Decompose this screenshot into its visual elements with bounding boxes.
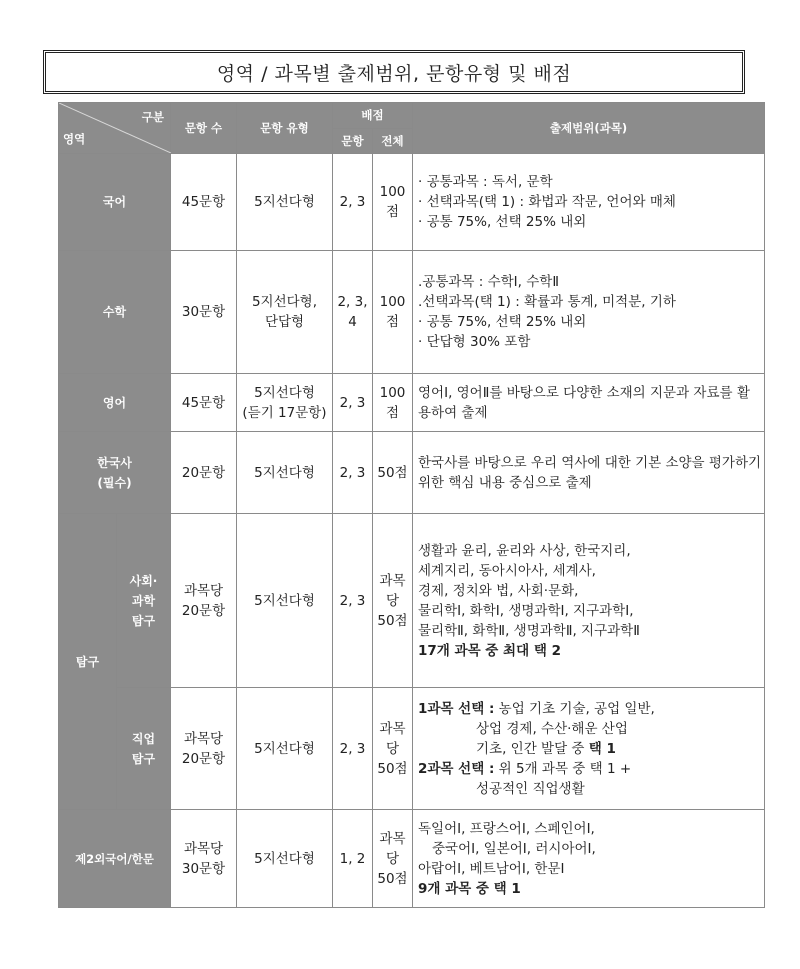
count-line: 과목당 xyxy=(183,730,224,747)
scope-line: 아랍어Ⅰ, 베트남어Ⅰ, 한문Ⅰ xyxy=(418,860,565,877)
scope-line: 생활과 윤리, 윤리와 사상, 한국지리, xyxy=(418,542,631,559)
area-line: 한국사 xyxy=(97,455,132,470)
sub-area-line: 과학 xyxy=(131,593,156,608)
count-cell xyxy=(171,688,237,810)
table-row-social-science xyxy=(59,514,765,688)
scope-line: 물리학Ⅱ, 화학Ⅱ, 생명과학Ⅱ, 지구과학Ⅱ xyxy=(418,622,640,639)
area-foreign: 제2외국어/한문 xyxy=(59,810,171,908)
sub-area-line: 탐구 xyxy=(131,751,156,766)
table-row-vocational xyxy=(59,688,765,810)
count-line: 과목당 xyxy=(183,582,224,599)
score-total-cell xyxy=(373,514,413,688)
scope-line: 독일어Ⅰ, 프랑스어Ⅰ, 스페인어Ⅰ, xyxy=(418,820,595,837)
count-line: 과목당 xyxy=(183,840,224,857)
option-one-label: 1과목 선택 : xyxy=(418,700,495,717)
header-count: 문항 수 xyxy=(171,103,237,154)
score-total-cell xyxy=(373,688,413,810)
header-corner xyxy=(59,103,171,154)
scope-line: .선택과목(택 1) : 확률과 통계, 미적분, 기하 xyxy=(418,294,676,310)
type-cell: 5지선다형 xyxy=(237,688,333,810)
score-item-cell: 2, 3 xyxy=(333,688,373,810)
option-one-bold: 택 1 xyxy=(588,740,616,757)
type-line: 5지선다형 xyxy=(254,384,315,401)
scope-line: 성공적인 직업생활 xyxy=(476,780,585,797)
table-row-korean xyxy=(59,154,765,251)
sub-area-social xyxy=(117,514,171,688)
score-total-cell xyxy=(373,810,413,908)
header-score-item: 문항 xyxy=(333,128,373,154)
count-cell: 20문항 xyxy=(171,432,237,514)
type-cell xyxy=(237,251,333,374)
area-history xyxy=(59,432,171,514)
scope-line-bold: 9개 과목 중 택 1 xyxy=(418,880,521,897)
type-line: 5지선다형, xyxy=(251,294,318,310)
scope-line: 상업 경제, 수산·해운 산업 xyxy=(476,720,628,737)
exam-scope-table xyxy=(58,102,765,908)
table-row-math xyxy=(59,251,765,374)
header-score-total: 전체 xyxy=(373,128,413,154)
score-total-cell: 100점 xyxy=(373,251,413,374)
score-item-cell: 2, 3 xyxy=(333,432,373,514)
sub-area-line: 탐구 xyxy=(131,613,156,628)
scope-line: 세계지리, 동아시아사, 세계사, xyxy=(418,562,596,579)
page-title: 영역 / 과목별 출제범위, 문항유형 및 배점 xyxy=(43,50,745,94)
score-item-cell: 2, 3 xyxy=(333,374,373,432)
header-area: 영역 xyxy=(63,132,86,146)
type-cell: 5지선다형 xyxy=(237,154,333,251)
count-line: 20문항 xyxy=(181,602,226,619)
type-cell: 5지선다형 xyxy=(237,432,333,514)
sub-area-line: 사회· xyxy=(129,573,158,588)
score-total-cell: 100점 xyxy=(373,374,413,432)
header-scope: 출제범위(과목) xyxy=(413,103,765,154)
total-line: 50점 xyxy=(377,612,408,629)
scope-line: 영어Ⅰ, 영어Ⅱ를 바탕으로 다양한 소재의 지문과 자료를 활용하여 출제 xyxy=(418,384,750,421)
scope-line xyxy=(418,759,762,779)
count-cell: 30문항 xyxy=(171,251,237,374)
score-total-cell: 100점 xyxy=(373,154,413,251)
score-item-cell: 2, 3 xyxy=(333,154,373,251)
scope-line: · 단답형 30% 포함 xyxy=(418,334,531,350)
scope-line: · 공통 75%, 선택 25% 내외 xyxy=(418,214,587,230)
total-line: 과목당 xyxy=(379,830,406,867)
count-line: 20문항 xyxy=(181,750,226,767)
count-line: 30문항 xyxy=(181,860,226,877)
score-item-cell: 2, 3, 4 xyxy=(333,251,373,374)
area-english: 영어 xyxy=(59,374,171,432)
score-total-cell: 50점 xyxy=(373,432,413,514)
table-row-english xyxy=(59,374,765,432)
scope-line: 한국사를 바탕으로 우리 역사에 대한 기본 소양을 평가하기 위한 핵심 내용 중심으로 출제 xyxy=(418,454,762,491)
count-cell xyxy=(171,810,237,908)
scope-line: 물리학Ⅰ, 화학Ⅰ, 생명과학Ⅰ, 지구과학Ⅰ, xyxy=(418,602,634,619)
scope-cell xyxy=(413,251,765,374)
scope-cell xyxy=(413,514,765,688)
area-line: (필수) xyxy=(97,475,132,490)
option-two-text: 위 5개 과목 중 택 1 + xyxy=(494,760,632,777)
scope-cell xyxy=(413,432,765,514)
type-cell: 5지선다형 xyxy=(237,514,333,688)
sub-area-vocational xyxy=(117,688,171,810)
area-inquiry: 탐구 xyxy=(59,514,117,810)
count-cell: 45문항 xyxy=(171,374,237,432)
scope-line xyxy=(418,739,762,759)
scope-cell xyxy=(413,688,765,810)
score-item-cell: 1, 2 xyxy=(333,810,373,908)
option-two-label: 2과목 선택 : xyxy=(418,760,495,777)
total-line: 50점 xyxy=(377,760,408,777)
total-line: 과목당 xyxy=(379,720,406,757)
option-one-text: 농업 기초 기술, 공업 일반, xyxy=(494,700,655,717)
header-gubun: 구분 xyxy=(141,110,164,124)
total-line: 과목당 xyxy=(379,572,406,609)
scope-line: 경제, 정치와 법, 사회·문화, xyxy=(418,582,579,599)
scope-line: .공통과목 : 수학Ⅰ, 수학Ⅱ xyxy=(418,274,559,290)
scope-line: · 선택과목(택 1) : 화법과 작문, 언어와 매체 xyxy=(418,194,676,210)
header-type: 문항 유형 xyxy=(237,103,333,154)
option-one-text: 기초, 인간 발달 중 xyxy=(476,740,589,757)
table-row-history xyxy=(59,432,765,514)
area-korean: 국어 xyxy=(59,154,171,251)
score-item-cell: 2, 3 xyxy=(333,514,373,688)
type-line: 단답형 xyxy=(264,314,305,330)
scope-cell xyxy=(413,810,765,908)
type-cell xyxy=(237,374,333,432)
area-math: 수학 xyxy=(59,251,171,374)
scope-cell xyxy=(413,374,765,432)
scope-cell xyxy=(413,154,765,251)
type-line: (듣기 17문항) xyxy=(242,404,327,421)
table-row-foreign xyxy=(59,810,765,908)
scope-line: 중국어Ⅰ, 일본어Ⅰ, 러시아어Ⅰ, xyxy=(432,840,596,857)
scope-line: · 공통과목 : 독서, 문학 xyxy=(418,174,553,190)
scope-line-bold: 17개 과목 중 최대 택 2 xyxy=(418,642,561,659)
sub-area-line: 직업 xyxy=(131,731,156,746)
count-cell xyxy=(171,514,237,688)
type-cell: 5지선다형 xyxy=(237,810,333,908)
scope-line xyxy=(418,699,762,719)
scope-line: · 공통 75%, 선택 25% 내외 xyxy=(418,314,587,330)
header-score: 배점 xyxy=(333,103,413,129)
total-line: 50점 xyxy=(377,870,408,887)
count-cell: 45문항 xyxy=(171,154,237,251)
